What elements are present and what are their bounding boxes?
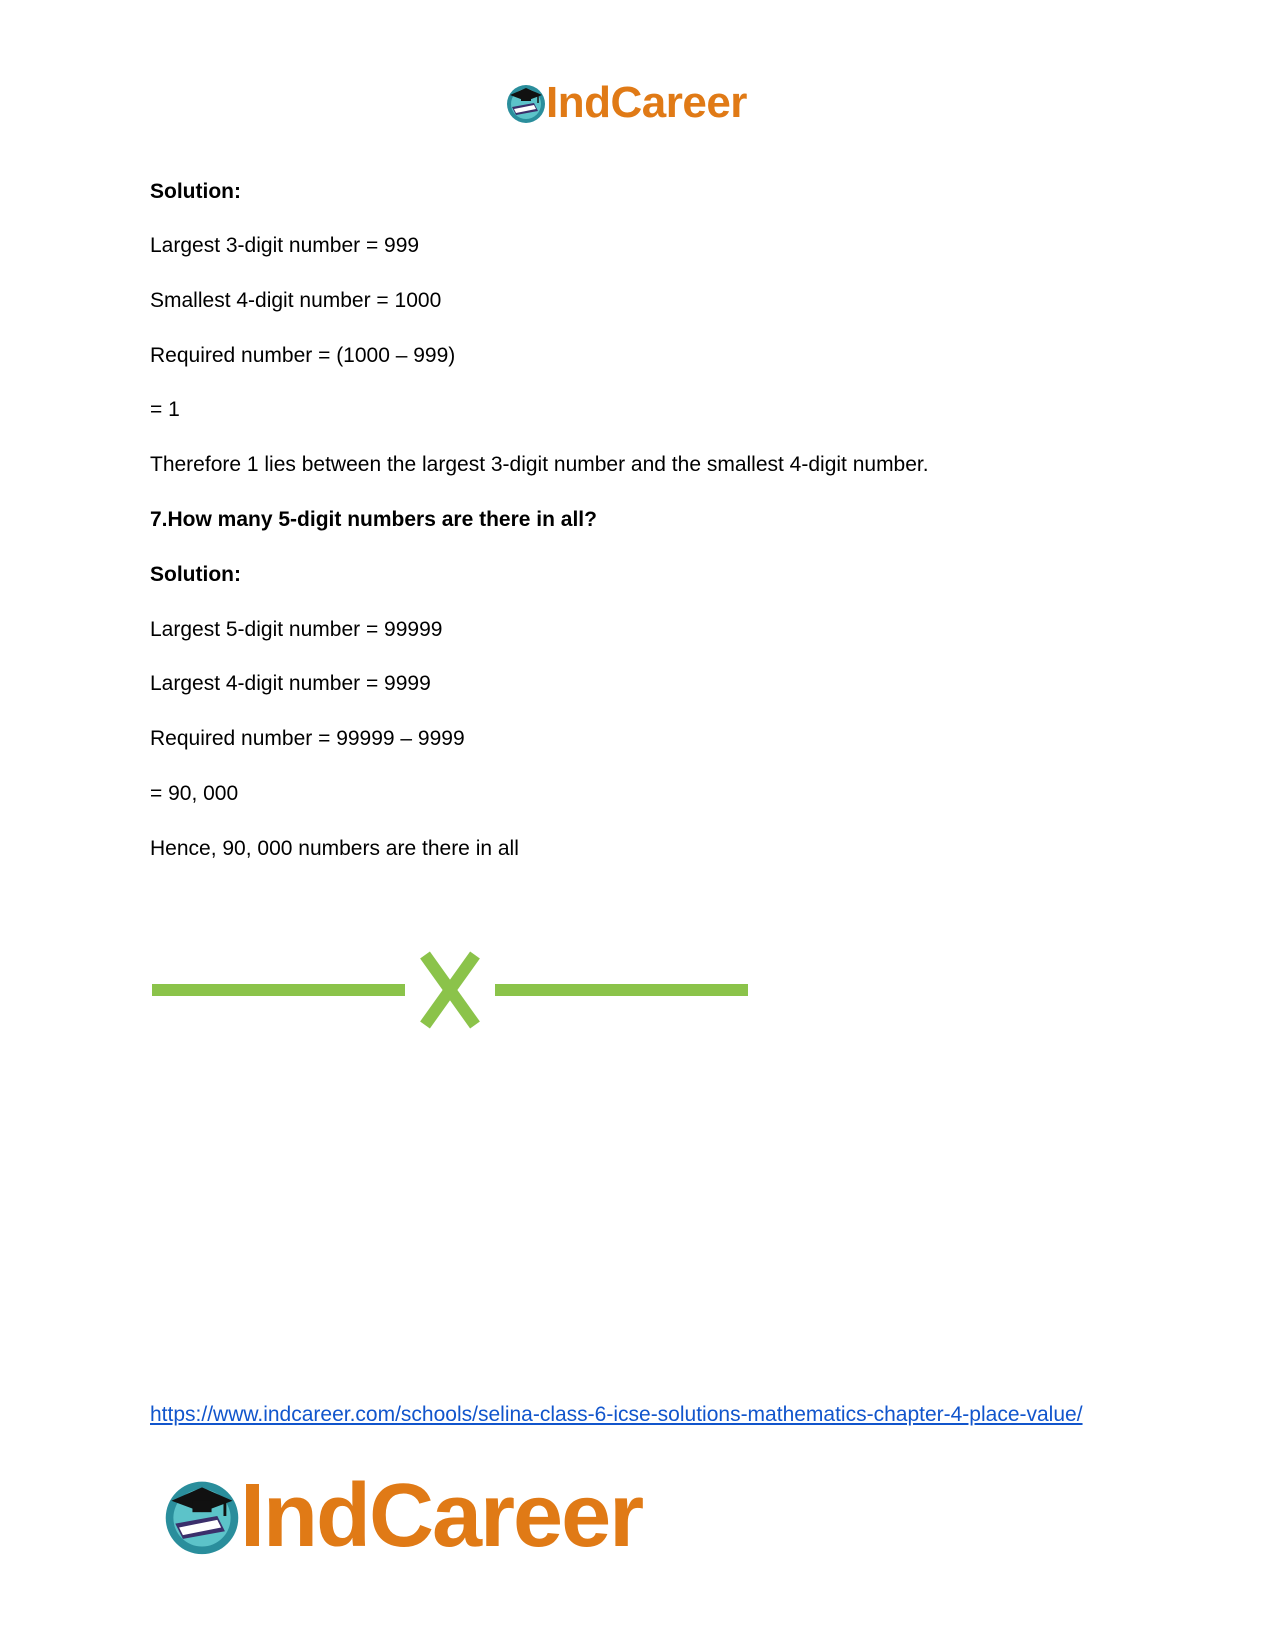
text-line: Required number = (1000 – 999) xyxy=(150,344,456,367)
text-line: Required number = 99999 – 9999 xyxy=(150,727,465,750)
text-line: = 1 xyxy=(150,398,180,421)
graduation-cap-book-icon xyxy=(160,1474,244,1558)
section-divider xyxy=(150,950,760,1030)
text-line: Therefore 1 lies between the largest 3-digit number and the smallest 4-digit number. xyxy=(150,453,929,476)
text-line: Largest 3-digit number = 999 xyxy=(150,234,420,257)
header-logo xyxy=(504,78,747,128)
solution-heading: Solution: xyxy=(150,180,241,203)
text-line: Largest 5-digit number = 99999 xyxy=(150,618,443,641)
text-line: Smallest 4-digit number = 1000 xyxy=(150,289,442,312)
text-line: Hence, 90, 000 numbers are there in all xyxy=(150,837,519,860)
text-line: = 90, 000 xyxy=(150,782,239,805)
source-link[interactable]: https://www.indcareer.com/schools/selina-class-6-icse-solutions-mathematics-chapter-4-place-value/ xyxy=(150,1403,1083,1426)
header-logo-text: IndCareer xyxy=(546,78,747,127)
question-heading: 7.How many 5-digit numbers are there in all? xyxy=(150,508,597,531)
graduation-cap-book-icon xyxy=(504,81,548,125)
text-line: Largest 4-digit number = 9999 xyxy=(150,672,431,695)
footer-logo-text: IndCareer xyxy=(240,1466,643,1566)
footer-logo xyxy=(160,1466,643,1566)
x-mark-icon xyxy=(425,955,475,1025)
solution-heading: Solution: xyxy=(150,563,241,586)
